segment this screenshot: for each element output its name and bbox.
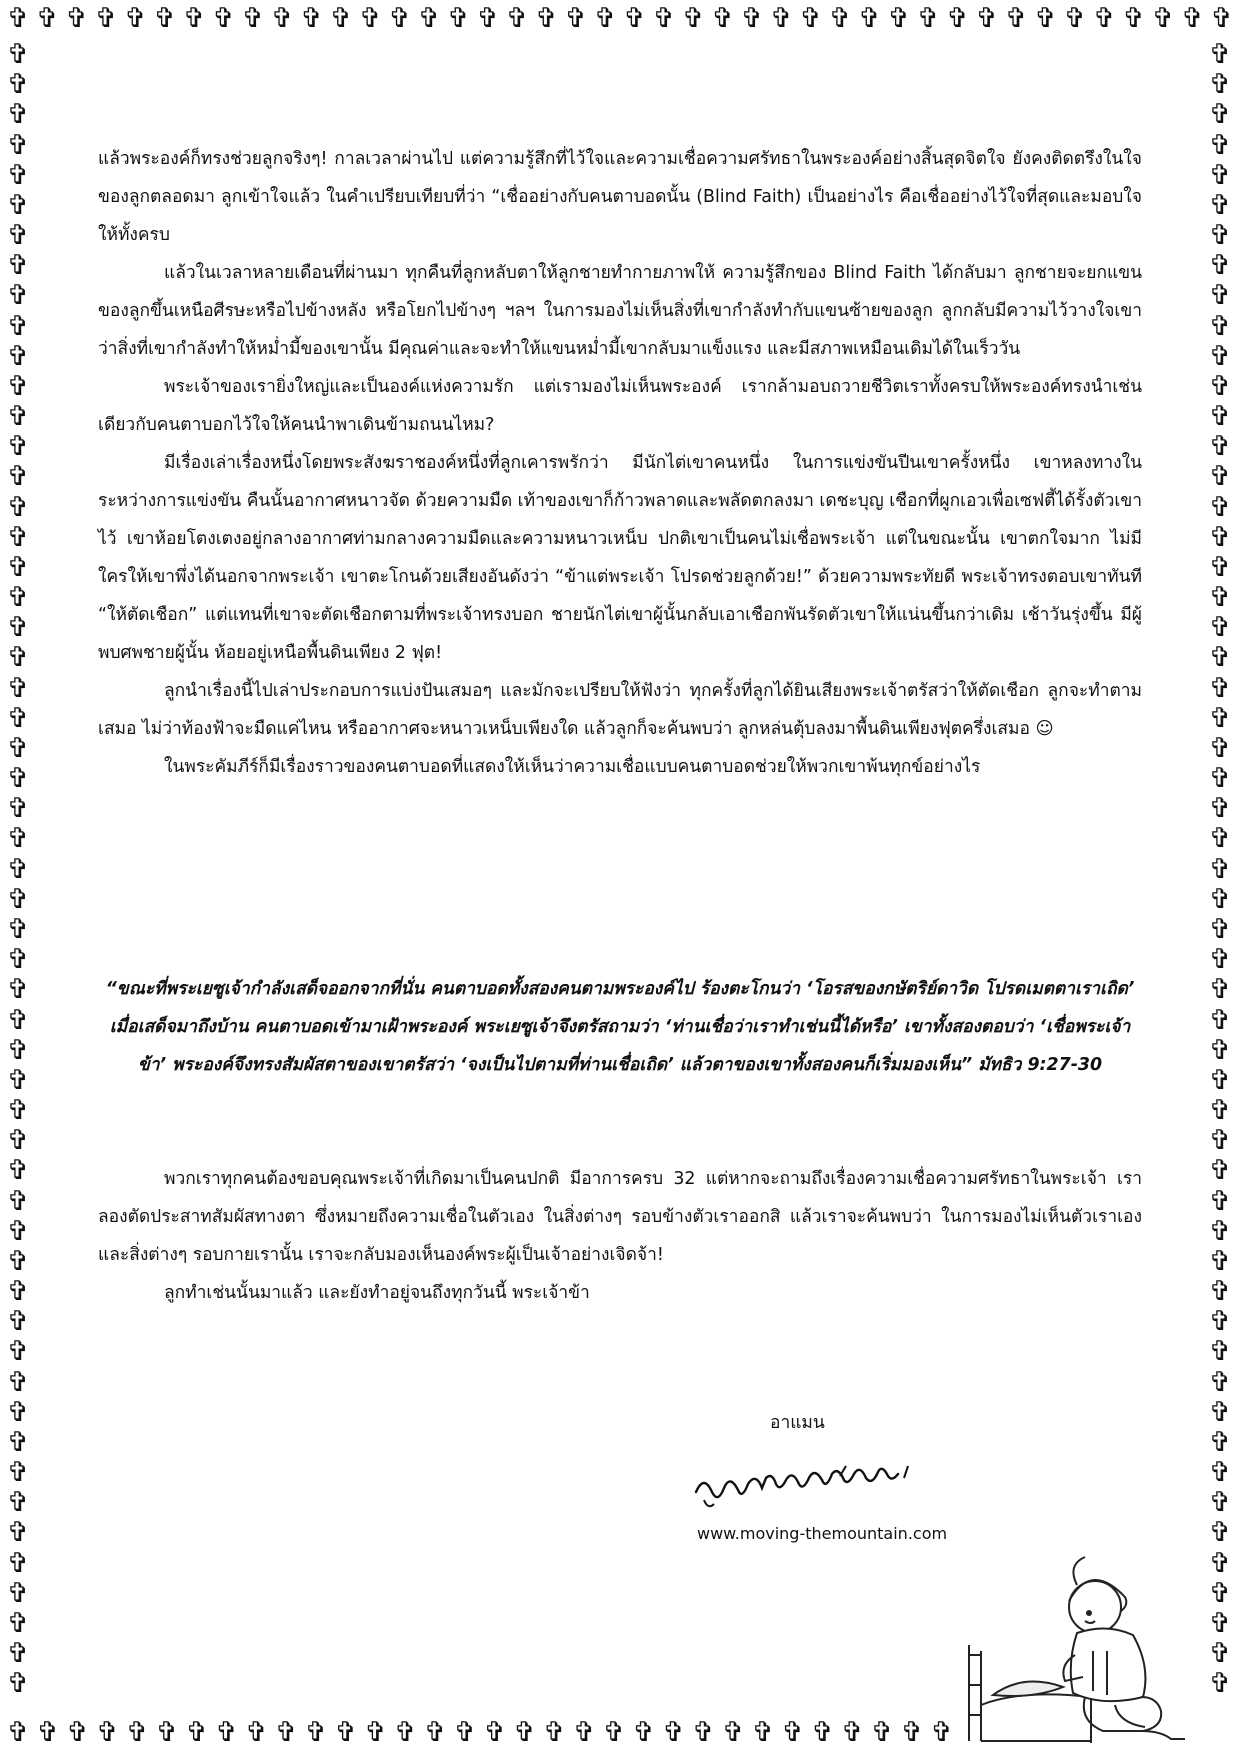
cross-icon: ✞ (6, 1125, 30, 1157)
cross-icon: ✞ (6, 40, 30, 70)
cross-icon: ✞ (505, 4, 529, 34)
cross-icon: ✞ (1208, 823, 1232, 855)
cross-icon: ✞ (721, 1718, 745, 1748)
paragraph-1: แล้วพระองค์ก็ทรงช่วยลูกจริงๆ! กาลเวลาผ่านไป แต่ความรู้สึกที่ไว้ใจและความเชื่อความศรัทธาในพระองค์อย่างสิ้นสุดจิตใจ ยังคงติดตรึงในใจของลูกตลอดมา ลูกเข้าใจแล้ว ในคำเปรียบเทียบที่ว่า “เชื่ออย่างกับคนตาบอดนั้น (Blind Faith) เป็นอย่างไร คือเชื่ออย่างไว้ใจที่สุดและมอบใจให้ทั้งครบ (98, 149, 1142, 245)
cross-icon: ✞ (916, 4, 940, 34)
cross-icon: ✞ (6, 1155, 30, 1187)
cross-icon: ✞ (781, 1718, 805, 1748)
cross-icon: ✞ (1208, 310, 1232, 342)
cross-icon: ✞ (1208, 1306, 1232, 1338)
cross-icon: ✞ (1034, 4, 1057, 34)
cross-icon: ✞ (6, 401, 30, 433)
left-cross-border (4, 40, 34, 1700)
cross-icon: ✞ (274, 1718, 298, 1748)
cross-icon: ✞ (1208, 1095, 1232, 1127)
cross-icon: ✞ (1208, 370, 1232, 402)
cross-icon: ✞ (623, 4, 646, 34)
cross-icon: ✞ (476, 4, 500, 34)
cross-icon: ✞ (6, 823, 30, 855)
cross-icon: ✞ (6, 1638, 30, 1670)
cross-icon: ✞ (1208, 1336, 1232, 1368)
cross-icon: ✞ (1208, 99, 1232, 131)
cross-icon: ✞ (270, 4, 294, 34)
cross-icon: ✞ (6, 1064, 30, 1096)
cross-icon: ✞ (6, 702, 30, 734)
cross-icon: ✞ (6, 974, 30, 1006)
cross-icon: ✞ (593, 4, 617, 34)
cross-icon: ✞ (155, 1718, 179, 1748)
cross-icon: ✞ (1208, 913, 1232, 945)
cross-icon: ✞ (6, 1426, 30, 1458)
cross-icon: ✞ (394, 1718, 417, 1748)
cross-icon: ✞ (900, 1718, 924, 1748)
cross-icon: ✞ (632, 1718, 656, 1748)
cross-icon: ✞ (6, 431, 30, 463)
cross-icon: ✞ (6, 491, 30, 523)
cross-icon: ✞ (1208, 401, 1232, 433)
cross-icon: ✞ (1208, 40, 1232, 70)
cross-icon: ✞ (1208, 129, 1232, 161)
cross-icon: ✞ (6, 1487, 30, 1519)
cross-icon: ✞ (543, 1718, 566, 1748)
cross-icon: ✞ (388, 4, 411, 34)
cross-icon: ✞ (6, 1517, 30, 1549)
cross-icon: ✞ (6, 69, 30, 101)
cross-icon: ✞ (1208, 612, 1232, 644)
cross-icon: ✞ (6, 582, 30, 614)
cross-icon: ✞ (124, 4, 147, 34)
cross-icon: ✞ (828, 4, 852, 34)
cross-icon: ✞ (1208, 1276, 1232, 1308)
cross-icon: ✞ (1210, 4, 1234, 34)
cross-icon: ✞ (1208, 280, 1232, 312)
cross-icon: ✞ (6, 853, 30, 885)
cross-icon: ✞ (66, 1718, 89, 1748)
cross-icon: ✞ (212, 4, 235, 34)
top-cross-border (0, 4, 1240, 34)
cross-icon: ✞ (1208, 1577, 1232, 1609)
cross-icon: ✞ (564, 4, 588, 34)
cross-icon: ✞ (94, 4, 118, 34)
cross-icon: ✞ (975, 4, 999, 34)
paragraph-6: ในพระคัมภีร์ก็มีเรื่องราวของคนตาบอดที่แสดงให้เห็นว่าความเชื่อแบบคนตาบอดช่วยให้พวกเขาพ้นทุกข์อย่างไร (164, 757, 981, 777)
cross-icon: ✞ (1208, 1668, 1232, 1700)
cross-icon: ✞ (1208, 672, 1232, 704)
cross-icon: ✞ (1122, 4, 1145, 34)
right-cross-border (1206, 40, 1236, 1700)
cross-icon: ✞ (6, 1366, 30, 1398)
cross-icon: ✞ (6, 1668, 30, 1700)
cross-icon: ✞ (681, 4, 705, 34)
cross-icon: ✞ (6, 883, 30, 915)
cross-icon: ✞ (6, 280, 30, 312)
cross-icon: ✞ (572, 1718, 596, 1748)
cross-icon: ✞ (6, 913, 30, 945)
cross-icon: ✞ (1208, 1457, 1232, 1489)
cross-icon: ✞ (1208, 1638, 1232, 1670)
cross-icon: ✞ (1208, 1547, 1232, 1579)
cross-icon: ✞ (1208, 1185, 1232, 1217)
cross-icon: ✞ (6, 4, 30, 34)
cross-icon: ✞ (6, 1095, 30, 1127)
cross-icon: ✞ (1208, 1426, 1232, 1458)
cross-icon: ✞ (423, 1718, 447, 1748)
cross-icon: ✞ (1208, 1125, 1232, 1157)
cross-icon: ✞ (6, 642, 30, 674)
cross-icon: ✞ (6, 370, 30, 402)
cross-icon: ✞ (6, 250, 30, 282)
cross-icon: ✞ (1208, 551, 1232, 583)
cross-icon: ✞ (6, 129, 30, 161)
cross-icon: ✞ (1208, 944, 1232, 976)
cross-icon: ✞ (36, 4, 59, 34)
cross-icon: ✞ (182, 4, 206, 34)
paragraph-2: แล้วในเวลาหลายเดือนที่ผ่านมา ทุกคืนที่ลูกหลับตาให้ลูกชายทำกายภาพให้ ความรู้สึกของ Blind Faith ได้กลับมา ลูกชายจะยกแขนของลูกขึ้นเหนือศีรษะหรือไปข้างหลัง หรือโยกไปข้างๆ ฯลฯ ในการมองไม่เห็นสิ่งที่เขากำลังทำกับแขนซ้ายของลูก ลูกกลับมีความไว้วางใจเขาว่าสิ่งที่เขากำลังทำให้หม่ำมี้ของเขานั้น มีคุณค่าและจะทำให้แขนหม่ำมี้เขากลับมาแข็งแรง และมีสภาพเหมือนเดิมได้ในเร็ววัน (98, 263, 1142, 359)
cross-icon: ✞ (6, 732, 30, 764)
cross-icon: ✞ (6, 220, 30, 252)
cross-icon: ✞ (1063, 4, 1087, 34)
website-url: www.moving-themountain.com (697, 1524, 948, 1543)
cross-icon: ✞ (6, 763, 30, 795)
cross-icon: ✞ (241, 4, 265, 34)
cross-icon: ✞ (1208, 189, 1232, 221)
cross-icon: ✞ (1151, 4, 1175, 34)
cross-icon: ✞ (6, 340, 30, 372)
cross-icon: ✞ (1208, 461, 1232, 493)
cross-icon: ✞ (1208, 1517, 1232, 1549)
closing-text (98, 1160, 1142, 1312)
closing-paragraph-1: พวกเราทุกคนต้องขอบคุณพระเจ้าที่เกิดมาเป็นคนปกติ มีอาการครบ 32 แต่หากจะถามถึงเรื่องความเชื่อความศรัทธาในพระเจ้า เราลองตัดประสาทสัมผัสทางตา ซึ่งหมายถึงความเชื่อในตัวเอง ในสิ่งต่างๆ รอบข้างตัวเราออกสิ แล้วเราจะค้นพบว่า ในการมองไม่เห็นตัวเราเองและสิ่งต่างๆ รอบกายเรานั้น เราจะกลับมองเห็นองค์พระผู้เป็นเจ้าอย่างเจิดจ้า! (98, 1169, 1142, 1265)
cross-icon: ✞ (711, 4, 734, 34)
cross-icon: ✞ (6, 1577, 30, 1609)
cross-icon: ✞ (1208, 431, 1232, 463)
cross-icon: ✞ (6, 1607, 30, 1639)
cross-icon: ✞ (153, 4, 177, 34)
cross-icon: ✞ (1208, 1155, 1232, 1187)
cross-icon: ✞ (946, 4, 969, 34)
cross-icon: ✞ (6, 1185, 30, 1217)
cross-icon: ✞ (692, 1718, 715, 1748)
cross-icon: ✞ (841, 1718, 864, 1748)
cross-icon: ✞ (6, 551, 30, 583)
cross-icon: ✞ (535, 4, 558, 34)
cross-icon: ✞ (6, 1215, 30, 1247)
cross-icon: ✞ (6, 1547, 30, 1579)
cross-icon: ✞ (1208, 883, 1232, 915)
bible-quote: “ขณะที่พระเยซูเจ้ากำลังเสด็จออกจากที่นั่น คนตาบอดทั้งสองคนตามพระองค์ไป ร้องตะโกนว่า ‘โอรสของกษัตริย์ดาวิด โปรดเมตตาเราเถิด’ เมื่อเสด็จมาถึงบ้าน คนตาบอดเข้ามาเฝ้าพระองค์ พระเยซูเจ้าจึงตรัสถามว่า ‘ท่านเชื่อว่าเราทำเช่นนี้ได้หรือ’ เขาทั้งสองตอบว่า ‘เชื่อพระเจ้าข้า’ พระองค์จึงทรงสัมผัสตาของเขาตรัสว่า ‘จงเป็นไปตามที่ท่านเชื่อเถิด’ แล้วตาของเขาทั้งสองคนก็เริ่มมองเห็น” มัทธิว 9:27-30 (105, 979, 1135, 1075)
body-text (98, 140, 1142, 786)
paragraph-4: มีเรื่องเล่าเรื่องหนึ่งโดยพระสังฆราชองค์หนึ่งที่ลูกเคารพรักว่า มีนักไต่เขาคนหนึ่ง ในการแข่งขันปีนเขาครั้งหนึ่ง เขาหลงทางในระหว่างการแข่งขัน คืนนั้นอากาศหนาวจัด ด้วยความมืด เท้าของเขาก็ก้าวพลาดและพลัดตกลงมา เดชะบุญ เชือกที่ผูกเอวเพื่อเซฟตี้ได้รั้งตัวเขาไว้ เขาห้อยโตงเตงอยู่กลางอากาศท่ามกลางความมืดและความหนาวเหน็บ ปกติเขาเป็นคนไม่เชื่อพระเจ้า แต่ในขณะนั้น เขาตกใจมาก ไม่มีใครให้เขาพึ่งได้นอกจากพระเจ้า เขาตะโกนด้วยเสียงอันดังว่า “ข้าแต่พระเจ้า โปรดช่วยลูกด้วย!” ด้วยความพระทัยดี พระเจ้าทรงตอบเขาทันที “ให้ตัดเชือก” แต่แทนที่เขาจะตัดเชือกตามที่พระเจ้าทรงบอก ชายนักไต่เขาผู้นั้นกลับเอาเชือกพันรัดตัวเขาให้แน่นขึ้นกว่าเดิม เช้าวันรุ่งขึ้น มีผู้พบศพชายผู้นั้น ห้อยอยู่เหนือพื้นดินเพียง 2 ฟุต! (98, 453, 1142, 663)
cross-icon: ✞ (6, 189, 30, 221)
cross-icon: ✞ (1208, 1487, 1232, 1519)
cross-icon: ✞ (304, 1718, 328, 1748)
cross-icon: ✞ (185, 1718, 209, 1748)
cross-icon: ✞ (1208, 220, 1232, 252)
cross-icon: ✞ (245, 1718, 268, 1748)
cross-icon: ✞ (417, 4, 441, 34)
cross-icon: ✞ (6, 612, 30, 644)
cross-icon: ✞ (6, 1276, 30, 1308)
amen-text: อาแมน (770, 1413, 825, 1433)
cross-icon: ✞ (930, 1718, 954, 1748)
cross-icon: ✞ (1004, 4, 1028, 34)
cross-icon: ✞ (602, 1718, 626, 1748)
cross-icon: ✞ (1208, 1396, 1232, 1428)
cross-icon: ✞ (1208, 793, 1232, 825)
paragraph-3: พระเจ้าของเรายิ่งใหญ่และเป็นองค์แห่งความรัก แต่เรามองไม่เห็นพระองค์ เรากล้ามอบถวายชีวิตเราทั้งครบให้พระองค์ทรงนำเช่นเดียวกับคนตาบอกไว้ใจให้คนนำพาเดินข้ามถนนไหม? (98, 377, 1142, 435)
cross-icon: ✞ (858, 4, 881, 34)
cross-icon: ✞ (6, 99, 30, 131)
cross-icon: ✞ (1208, 1034, 1232, 1066)
cross-icon: ✞ (6, 793, 30, 825)
bottom-cross-border (0, 1718, 960, 1748)
praying-child-illustration (965, 1555, 1195, 1745)
cross-icon: ✞ (300, 4, 323, 34)
cross-icon: ✞ (6, 310, 30, 342)
cross-icon: ✞ (740, 4, 764, 34)
cross-icon: ✞ (6, 672, 30, 704)
cross-icon: ✞ (1208, 1004, 1232, 1036)
cross-icon: ✞ (125, 1718, 149, 1748)
cross-icon: ✞ (1092, 4, 1116, 34)
cross-icon: ✞ (662, 1718, 685, 1748)
cross-icon: ✞ (329, 4, 353, 34)
cross-icon: ✞ (36, 1718, 60, 1748)
cross-icon: ✞ (447, 4, 470, 34)
cross-icon: ✞ (6, 159, 30, 191)
cross-icon: ✞ (1208, 491, 1232, 523)
cross-icon: ✞ (770, 4, 793, 34)
cross-icon: ✞ (6, 1034, 30, 1066)
cross-icon: ✞ (6, 944, 30, 976)
cross-icon: ✞ (453, 1718, 477, 1748)
cross-icon: ✞ (1208, 1607, 1232, 1639)
cross-icon: ✞ (6, 1396, 30, 1428)
cross-icon: ✞ (1208, 69, 1232, 101)
cross-icon: ✞ (1208, 340, 1232, 372)
cross-icon: ✞ (1181, 4, 1204, 34)
cross-icon: ✞ (870, 1718, 894, 1748)
cross-icon: ✞ (1208, 642, 1232, 674)
cross-icon: ✞ (359, 4, 382, 34)
cross-icon: ✞ (1208, 974, 1232, 1006)
cross-icon: ✞ (1208, 582, 1232, 614)
cross-icon: ✞ (1208, 1245, 1232, 1277)
cross-icon: ✞ (334, 1718, 358, 1748)
cross-icon: ✞ (483, 1718, 507, 1748)
cross-icon: ✞ (887, 4, 911, 34)
handwritten-signature (690, 1452, 950, 1522)
cross-icon: ✞ (1208, 1215, 1232, 1247)
cross-icon: ✞ (1208, 732, 1232, 764)
cross-icon: ✞ (1208, 159, 1232, 191)
cross-icon: ✞ (1208, 250, 1232, 282)
cross-icon: ✞ (652, 4, 676, 34)
cross-icon: ✞ (6, 1457, 30, 1489)
cross-icon: ✞ (1208, 1064, 1232, 1096)
cross-icon: ✞ (96, 1718, 119, 1748)
closing-paragraph-2: ลูกทำเช่นนั้นมาแล้ว และยังทำอยู่จนถึงทุกวันนี้ พระเจ้าข้า (164, 1283, 590, 1303)
cross-icon: ✞ (1208, 1366, 1232, 1398)
cross-icon: ✞ (799, 4, 823, 34)
cross-icon: ✞ (751, 1718, 775, 1748)
cross-icon: ✞ (1208, 521, 1232, 553)
cross-icon: ✞ (6, 1004, 30, 1036)
paragraph-5: ลูกนำเรื่องนี้ไปเล่าประกอบการแบ่งปันเสมอๆ และมักจะเปรียบให้ฟังว่า ทุกครั้งที่ลูกได้ยินเสียงพระเจ้าตรัสว่าให้ตัดเชือก ลูกจะทำตามเสมอ ไม่ว่าท้องฟ้าจะมืดแค่ไหน หรืออากาศจะหนาวเหน็บเพียงใด แล้วลูกก็จะค้นพบว่า ลูกหล่นตุ้บลงมาพื้นดินเพียงฟุตครึ่งเสมอ ☺ (98, 681, 1142, 739)
cross-icon: ✞ (513, 1718, 536, 1748)
cross-icon: ✞ (6, 1336, 30, 1368)
cross-icon: ✞ (6, 1718, 30, 1748)
cross-icon: ✞ (6, 1245, 30, 1277)
cross-icon: ✞ (1208, 853, 1232, 885)
cross-icon: ✞ (811, 1718, 834, 1748)
cross-icon: ✞ (1208, 702, 1232, 734)
cross-icon: ✞ (6, 1306, 30, 1338)
cross-icon: ✞ (364, 1718, 387, 1748)
cross-icon: ✞ (215, 1718, 238, 1748)
cross-icon: ✞ (1208, 763, 1232, 795)
cross-icon: ✞ (65, 4, 89, 34)
cross-icon: ✞ (6, 521, 30, 553)
cross-icon: ✞ (6, 461, 30, 493)
